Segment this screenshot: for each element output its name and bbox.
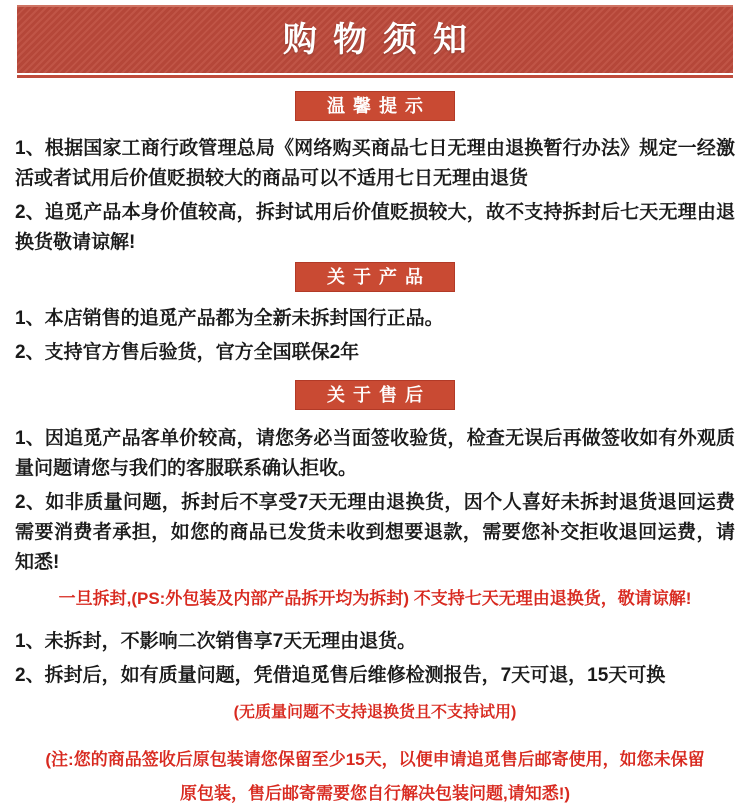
about-product-paragraph-2: 2、支持官方售后验货，官方全国联保2年 <box>15 342 360 363</box>
shopping-notice-page <box>0 5 750 803</box>
page-title: 购物须知 <box>283 21 483 59</box>
section-header-about-product <box>295 262 455 292</box>
title-banner <box>17 5 733 75</box>
no-trial-note: (无质量问题不支持退换货且不支持试用) <box>233 704 517 721</box>
warm-tips-paragraph-2: 2、追觅产品本身价值较高，拆封试用后价值贬损较大，故不支持拆封后七天无理由退换货敬请谅解! <box>15 202 735 253</box>
section-header-label: 关于售后 <box>327 385 431 405</box>
section-header-after-sales <box>295 380 455 410</box>
after-sales-paragraph-2: 2、如非质量问题，拆封后不享受7天无理由退换货，因个人喜好未拆封退货退回运费需要消费者承担，如您的商品已发货未收到想要退款，需要您补交拒收退回运费，请知悉! <box>15 492 735 573</box>
about-product-paragraph-1: 1、本店销售的追觅产品都为全新未拆封国行正品。 <box>15 308 444 329</box>
section-header-warm-tips <box>295 91 455 121</box>
return-policy-item-2: 2、拆封后，如有质量问题，凭借追觅售后维修检测报告，7天可退，15天可换 <box>15 665 666 686</box>
unseal-warning-text: 一旦拆封,(PS:外包装及内部产品拆开均为拆封) 不支持七天无理由退换货，敬请谅解! <box>58 589 692 608</box>
warm-tips-paragraph-1: 1、根据国家工商行政管理总局《网络购买商品七日无理由退换暂行办法》规定一经激活或者试用后价值贬损较大的商品可以不适用七日无理由退货 <box>15 138 735 189</box>
packaging-retention-note: (注:您的商品签收后原包装请您保留至少15天，以便申请追觅售后邮寄使用，如您未保留原包装，售后邮寄需要您自行解决包装问题,请知悉!) <box>45 750 705 803</box>
return-policy-item-1: 1、未拆封，不影响二次销售享7天无理由退货。 <box>15 631 417 652</box>
after-sales-paragraph-1: 1、因追觅产品客单价较高，请您务必当面签收验货，检查无误后再做签收如有外观质量问题请您与我们的客服联系确认拒收。 <box>15 428 735 479</box>
section-header-label: 温馨提示 <box>327 96 431 116</box>
section-header-label: 关于产品 <box>327 267 431 287</box>
